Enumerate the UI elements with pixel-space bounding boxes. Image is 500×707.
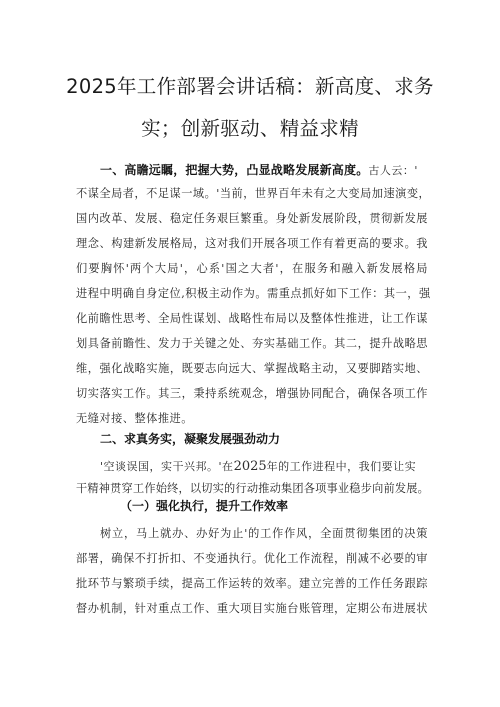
section-2-line-1-pre: '空谈误国，实干兴邦。'在 (100, 460, 234, 473)
section-2-line-1-post: 年的工作进程中，我们要让实 (266, 460, 417, 473)
section-2-line-1 (100, 455, 416, 475)
document-title-line-2: 实；创新驱动、精益求精 (141, 117, 359, 140)
body-line: 划具备前瞻性、发力于关键之处、夯实基础工作。其二，提升战略思 (76, 337, 428, 350)
body-line: 树立，马上就办、办好为止'的工作作风，全面贯彻集团的决策 (100, 527, 428, 540)
subsection-1-heading: （一）强化执行，提升工作效率 (120, 499, 289, 513)
section-2-heading: 二、求真务实，凝聚发展强劲动力 (100, 432, 281, 446)
document-title-line-1: 2025年工作部署会讲话稿：新高度、求务 (66, 75, 434, 98)
body-line: 理念、构建新发展格局，这对我们开展各项工作有着更高的要求。我 (76, 237, 428, 250)
section-2-year: 2025 (233, 459, 267, 474)
body-line: 无缝对接、整体推进。 (76, 412, 193, 425)
body-line: 化前瞻性思考、全局性谋划、战略性布局以及整体性推进，让工作谋 (76, 312, 428, 325)
body-line: 们要胸怀'两个大局'，心系'国之大者'，在服务和融入新发展格局 (76, 262, 428, 275)
body-line: 切实落实工作。其三，秉持系统观念，增强协同配合，确保各项工作 (76, 387, 428, 400)
section-1-heading: 一、高瞻远瞩，把握大势，凸显战略发展新高度。 (100, 163, 369, 177)
body-line: 部署，确保不打折扣、不变通执行。优化工作流程，削减不必要的审 (76, 552, 428, 565)
section-1-first-line-tail: 古人云：' (368, 164, 418, 177)
body-line: 干精神贯穿工作始终，以切实的行动推动集团各项事业稳步向前发展。 (76, 482, 430, 495)
body-line: 督办机制，针对重点工作、重大项目实施台账管理，定期公布进展状 (76, 602, 428, 615)
body-line: 批环节与繁琐手续，提高工作运转的效率。建立完善的工作任务跟踪 (76, 577, 428, 590)
body-line: 不谋全局者，不足谋一域。'当前，世界百年未有之大变局加速演变， (76, 187, 431, 200)
body-line: 进程中明确自身定位,积极主动作为。需重点抓好如下工作：其一，强 (76, 287, 431, 300)
body-line: 维，强化战略实施，既要志向远大、掌握战略主动，又要脚踏实地、 (76, 362, 428, 375)
section-1-first-line (100, 159, 418, 179)
body-line: 国内改革、发展、稳定任务艰巨繁重。身处新发展阶段，贯彻新发展 (76, 212, 428, 225)
